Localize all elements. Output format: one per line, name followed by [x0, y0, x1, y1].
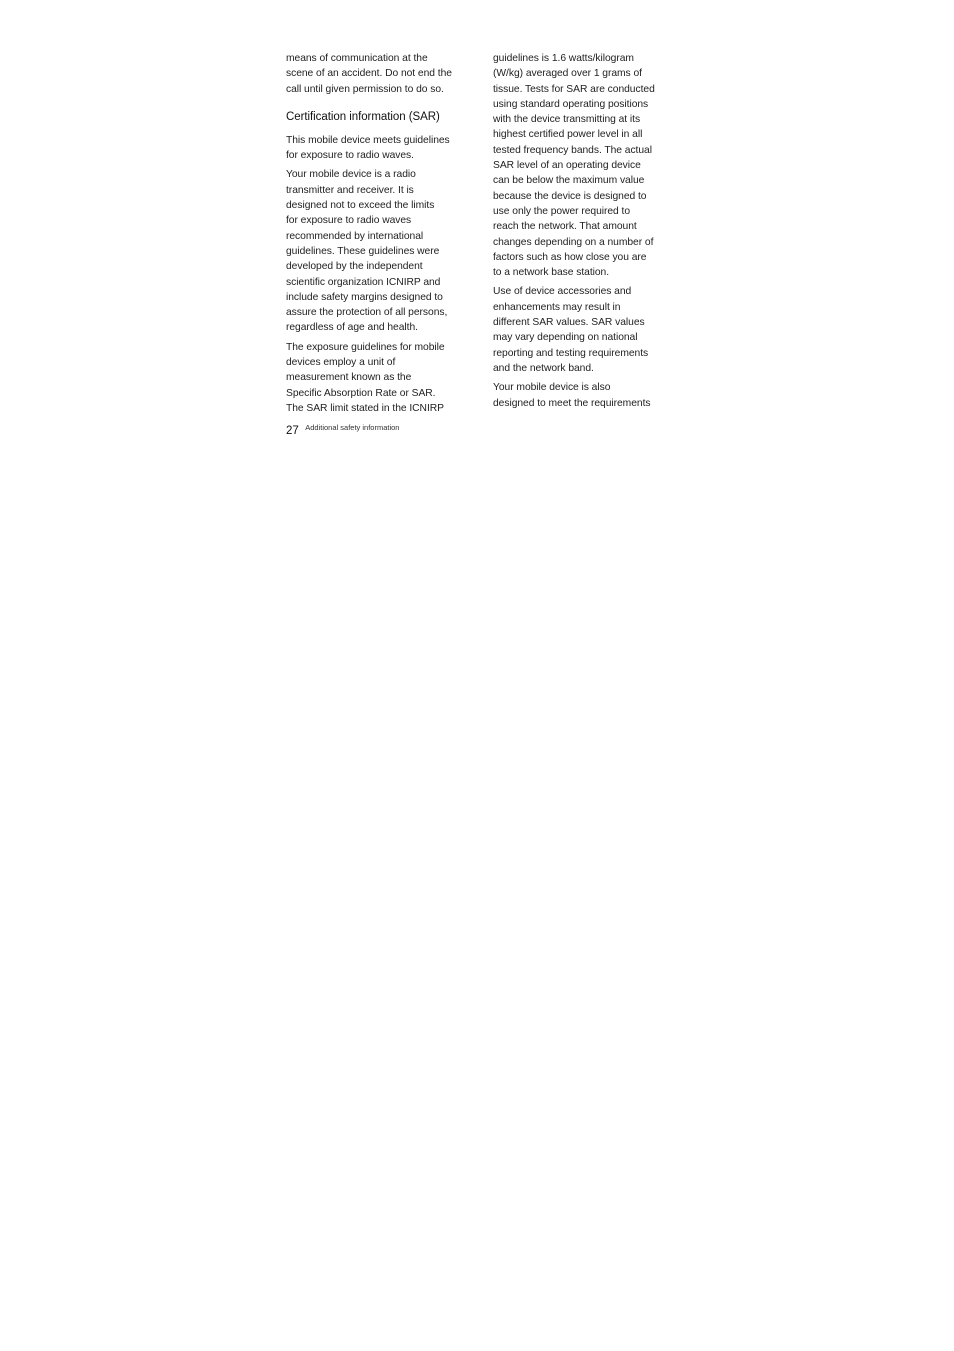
left-column: [286, 51, 466, 420]
text-line: can be below the maximum value: [493, 175, 645, 187]
text-line: (W/kg) averaged over 1 grams of: [493, 68, 642, 80]
text-line: include safety margins designed to: [286, 291, 443, 303]
text-line: enhancements may result in: [493, 301, 621, 313]
text-line: assure the protection of all persons,: [286, 307, 448, 319]
text-line: to a network base station.: [493, 267, 610, 279]
paragraph-sar-limit: [493, 51, 675, 280]
text-line: highest certified power level in all: [493, 129, 643, 141]
paragraph-emergency-call-end: [286, 51, 466, 97]
text-line: regardless of age and health.: [286, 322, 418, 334]
text-line: The exposure guidelines for mobile: [286, 341, 445, 353]
footer-section-title: Additional safety information: [305, 423, 400, 432]
paragraph-also-designed: [493, 380, 675, 411]
text-line: The SAR limit stated in the ICNIRP: [286, 402, 444, 414]
text-line: developed by the independent: [286, 261, 423, 273]
text-line: reporting and testing requirements: [493, 347, 649, 359]
page-number: 27: [286, 425, 299, 437]
text-line: means of communication at the: [286, 53, 428, 64]
section-heading-sar: Certification information (SAR): [286, 110, 440, 123]
text-line: may vary depending on national: [493, 332, 638, 344]
text-line: use only the power required to: [493, 205, 631, 217]
text-line: SAR level of an operating device: [493, 160, 641, 172]
paragraph-meets-guidelines: [286, 133, 466, 164]
text-line: tested frequency bands. The actual: [493, 144, 652, 156]
text-line: scene of an accident. Do not end the: [286, 68, 452, 80]
paragraph-radio-transmitter: [286, 167, 466, 335]
text-line: different SAR values. SAR values: [493, 317, 645, 329]
text-line: guidelines is 1.6 watts/kilogram: [493, 53, 634, 64]
paragraph-accessories: [493, 284, 675, 376]
text-line: Your mobile device is also: [493, 382, 611, 394]
text-line: Specific Absorption Rate or SAR.: [286, 387, 436, 399]
text-line: using standard operating positions: [493, 98, 649, 110]
text-line: with the device transmitting at its: [493, 114, 641, 126]
text-line: factors such as how close you are: [493, 251, 647, 263]
text-line: reach the network. That amount: [493, 221, 637, 233]
text-line: Your mobile device is a radio: [286, 169, 416, 181]
text-line: scientific organization ICNIRP and: [286, 276, 441, 288]
text-line: tissue. Tests for SAR are conducted: [493, 83, 655, 95]
text-line: for exposure to radio waves: [286, 215, 412, 227]
text-line: for exposure to radio waves.: [286, 150, 414, 162]
text-line: recommended by international: [286, 230, 424, 242]
text-line: because the device is designed to: [493, 190, 647, 202]
text-line: changes depending on a number of: [493, 236, 654, 248]
text-line: Use of device accessories and: [493, 286, 632, 298]
text-line: measurement known as the: [286, 372, 412, 384]
text-line: This mobile device meets guidelines: [286, 134, 450, 146]
page-footer: [286, 421, 399, 439]
text-line: guidelines. These guidelines were: [286, 245, 440, 257]
text-line: designed to meet the requirements: [493, 397, 651, 409]
text-line: call until given permission to do so.: [286, 83, 444, 95]
text-line: designed not to exceed the limits: [286, 200, 435, 212]
text-line: devices employ a unit of: [286, 357, 396, 369]
text-line: transmitter and receiver. It is: [286, 184, 414, 196]
right-column: [493, 51, 675, 415]
text-line: and the network band.: [493, 362, 594, 374]
paragraph-exposure-guidelines: [286, 340, 466, 416]
